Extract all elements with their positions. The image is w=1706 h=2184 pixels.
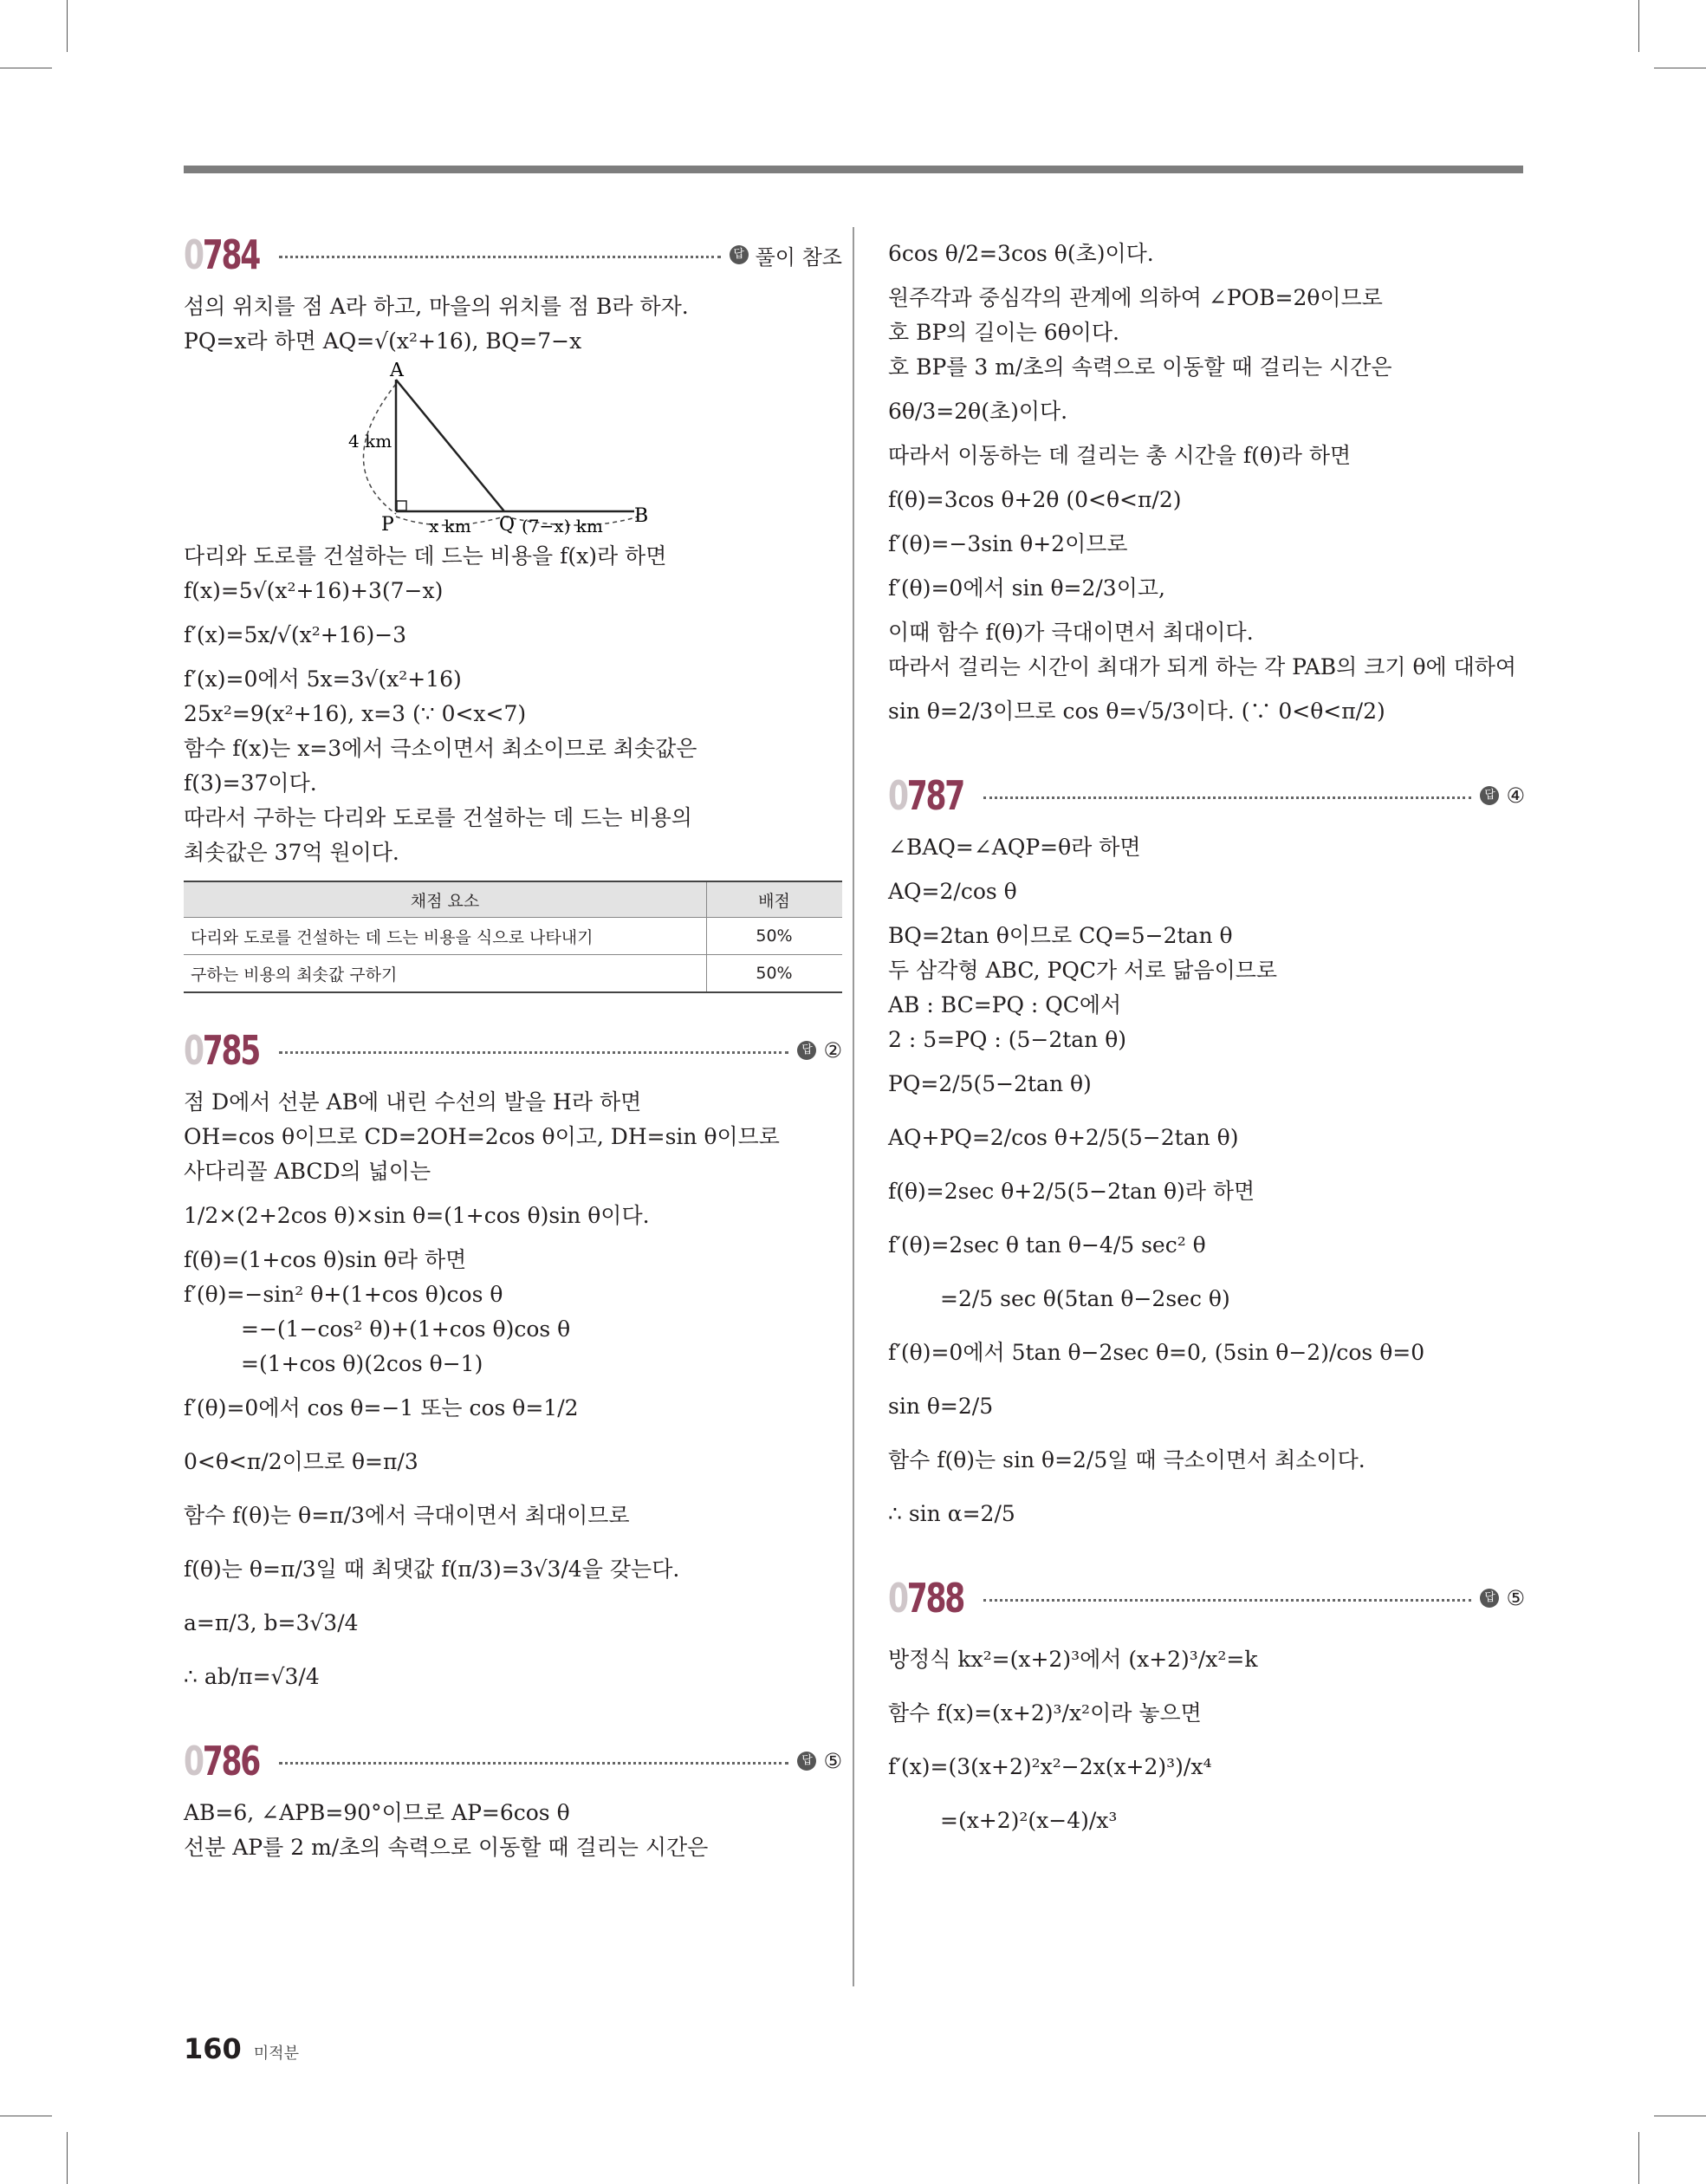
table-header-row — [184, 881, 842, 918]
problem-number-text: 0785 — [184, 1027, 260, 1074]
answer-text: ② — [823, 1038, 842, 1063]
solution-line: f′(x)=(3(x+2)²x²−2x(x+2)³)/x⁴ — [888, 1754, 1212, 1779]
right-column — [888, 227, 1525, 1848]
table-cell: 50% — [707, 918, 843, 955]
problem-number-text: 0786 — [184, 1738, 260, 1784]
solution-line: f(θ)=(1+cos θ)sin θ라 하면 — [184, 1247, 467, 1272]
answer-label — [797, 1749, 842, 1773]
problem-number — [184, 1738, 260, 1784]
solution-line: AB : BC=PQ : QC에서 — [888, 992, 1122, 1017]
crop-mark — [1638, 2132, 1639, 2184]
table-row — [184, 918, 842, 955]
problem-header-0787 — [888, 768, 1525, 823]
header-rule — [184, 166, 1523, 173]
solution-line: 따라서 걸리는 시간이 최대가 되게 하는 각 PAB의 크기 θ에 대하여 — [888, 654, 1517, 679]
answer-label — [730, 240, 842, 270]
solution-line: f(θ)=2sec θ+2/5(5−2tan θ)라 하면 — [888, 1179, 1255, 1204]
spacer — [184, 1704, 842, 1733]
solution-line: f′(θ)=−3sin θ+2이므로 — [888, 531, 1128, 556]
solution-line: f(3)=37이다. — [184, 770, 317, 796]
solution-line: AQ+PQ=2/cos θ+2/5(5−2tan θ) — [888, 1125, 1239, 1150]
solution-line: f′(θ)=−sin² θ+(1+cos θ)cos θ — [184, 1282, 503, 1307]
solution-line: PQ=2/5(5−2tan θ) — [888, 1071, 1092, 1096]
answer-label — [1480, 783, 1525, 808]
solution-line: f′(θ)=0에서 5tan θ−2sec θ=0, (5sin θ−2)/cos θ=0 — [888, 1340, 1425, 1365]
solution-line: 함수 f(θ)는 θ=π/3에서 극대이면서 최대이므로 — [184, 1503, 630, 1528]
problem-number-text: 0787 — [888, 772, 964, 819]
table-cell: 구하는 비용의 최솟값 구하기 — [184, 955, 707, 993]
solution-line: a=π/3, b=3√3/4 — [184, 1610, 359, 1635]
spacer — [888, 1541, 1525, 1570]
solution-line: 1/2×(2+2cos θ)×sin θ=(1+cos θ)sin θ이다. — [184, 1203, 650, 1228]
height-label: 4 km — [348, 431, 392, 452]
answer-badge-icon: 답 — [1480, 786, 1499, 805]
point-a-label: A — [390, 362, 404, 381]
solution-line: 두 삼각형 ABC, PQC가 서로 닮음이므로 — [888, 958, 1278, 983]
solution-line: OH=cos θ이므로 CD=2OH=2cos θ이고, DH=sin θ이므로 — [184, 1124, 780, 1149]
leader-dots — [983, 1599, 1471, 1602]
segment-aq — [396, 380, 504, 511]
solution-line: f′(θ)=0에서 cos θ=−1 또는 cos θ=1/2 — [184, 1395, 579, 1420]
solution-line: 점 D에서 선분 AB에 내린 수선의 발을 H라 하면 — [184, 1089, 642, 1115]
solution-line: 섬의 위치를 점 A라 하고, 마을의 위치를 점 B라 하자. — [184, 294, 689, 319]
solution-line: f(x)=5√(x²+16)+3(7−x) — [184, 578, 444, 603]
solution-line: AQ=2/cos θ — [888, 879, 1017, 904]
crop-mark — [67, 2132, 68, 2184]
table-header: 배점 — [707, 881, 843, 918]
solution-line: 사다리꼴 ABCD의 넓이는 — [184, 1159, 431, 1184]
solution-line: =(x+2)²(x−4)/x³ — [940, 1808, 1118, 1833]
answer-text: 풀이 참조 — [755, 244, 842, 270]
solution-line: f(θ)는 θ=π/3일 때 최댓값 f(π/3)=3√3/4을 갖는다. — [184, 1557, 680, 1582]
problem-header-0784 — [184, 227, 842, 283]
solution-line: 함수 f(θ)는 sin θ=2/5일 때 극소이면서 최소이다. — [888, 1447, 1365, 1472]
table-row — [184, 955, 842, 993]
answer-badge-icon: 답 — [1480, 1589, 1499, 1608]
scoring-table — [184, 881, 842, 993]
leader-dots — [983, 796, 1471, 799]
solution-line: 함수 f(x)는 x=3에서 극소이면서 최소이므로 최솟값은 — [184, 736, 697, 761]
table-cell: 50% — [707, 955, 843, 993]
solution-line: 다리와 도로를 건설하는 데 드는 비용을 f(x)라 하면 — [184, 543, 667, 569]
point-b-label: B — [634, 505, 649, 527]
triangle-diagram — [184, 362, 842, 536]
problem-header-0786 — [184, 1733, 842, 1789]
problem-header-0785 — [184, 1023, 842, 1078]
page-footer — [184, 2032, 299, 2065]
problem-number — [888, 772, 964, 819]
problem-header-0788 — [888, 1570, 1525, 1626]
answer-badge-icon: 답 — [797, 1752, 816, 1771]
answer-label — [1480, 1586, 1525, 1610]
column-divider — [853, 227, 854, 1986]
solution-line: f(θ)=3cos θ+2θ (0<θ<π/2) — [888, 487, 1182, 512]
qb-label: (7−x) km — [522, 516, 603, 536]
left-column — [184, 227, 842, 1865]
point-q-label: Q — [499, 514, 516, 536]
answer-text: ⑤ — [823, 1749, 842, 1773]
problem-number — [888, 1575, 964, 1622]
table-header: 채점 요소 — [184, 881, 707, 918]
solution-line: sin θ=2/3이므로 cos θ=√5/3이다. (∵ 0<θ<π/2) — [888, 699, 1385, 724]
solution-line: 따라서 이동하는 데 걸리는 총 시간을 f(θ)라 하면 — [888, 443, 1352, 468]
solution-line: 이때 함수 f(θ)가 극대이면서 최대이다. — [888, 620, 1254, 645]
leader-dots — [279, 1762, 788, 1765]
solution-line: 2 : 5=PQ : (5−2tan θ) — [888, 1027, 1127, 1052]
right-angle-mark — [397, 501, 406, 510]
answer-badge-icon: 답 — [797, 1041, 816, 1060]
solution-line: 함수 f(x)=(x+2)³/x²이라 놓으면 — [888, 1700, 1202, 1726]
solution-line: 선분 AP를 2 m/초의 속력으로 이동할 때 걸리는 시간은 — [184, 1835, 709, 1860]
solution-line: 6cos θ/2=3cos θ(초)이다. — [888, 241, 1154, 266]
point-p-label: P — [381, 514, 394, 536]
solution-line: ∴ ab/π=√3/4 — [184, 1664, 320, 1689]
leader-dots — [279, 1051, 788, 1054]
spacer — [888, 738, 1525, 768]
solution-line: PQ=x라 하면 AQ=√(x²+16), BQ=7−x — [184, 328, 582, 354]
problem-number — [184, 1027, 260, 1074]
solution-line: =−(1−cos² θ)+(1+cos θ)cos θ — [241, 1316, 571, 1342]
solution-line: f′(x)=0에서 5x=3√(x²+16) — [184, 666, 462, 692]
solution-line: 최솟값은 37억 원이다. — [184, 840, 399, 865]
crop-mark — [1638, 0, 1639, 52]
solution-line: sin θ=2/5 — [888, 1394, 994, 1419]
leader-dots — [279, 256, 721, 258]
solution-line: =2/5 sec θ(5tan θ−2sec θ) — [940, 1286, 1230, 1311]
subject-label: 미적분 — [253, 2044, 299, 2063]
answer-text: ⑤ — [1506, 1586, 1525, 1610]
solution-line: 호 BP의 길이는 6θ이다. — [888, 320, 1119, 345]
solution-line: f′(x)=5x/√(x²+16)−3 — [184, 622, 407, 647]
solution-line: 따라서 구하는 다리와 도로를 건설하는 데 드는 비용의 — [184, 805, 692, 830]
pq-label: x km — [429, 516, 471, 536]
page-number: 160 — [184, 2032, 242, 2065]
solution-line: BQ=2tan θ이므로 CQ=5−2tan θ — [888, 923, 1233, 948]
solution-line: AB=6, ∠APB=90°이므로 AP=6cos θ — [184, 1800, 570, 1825]
answer-label — [797, 1038, 842, 1063]
answer-text: ④ — [1506, 783, 1525, 808]
solution-line: 25x²=9(x²+16), x=3 (∵ 0<x<7) — [184, 701, 527, 726]
crop-mark — [67, 0, 68, 52]
answer-badge-icon: 답 — [730, 245, 749, 264]
triangle-figure — [184, 362, 842, 536]
solution-line: ∠BAQ=∠AQP=θ라 하면 — [888, 835, 1141, 860]
problem-number — [184, 231, 260, 278]
solution-line: ∴ sin α=2/5 — [888, 1501, 1015, 1526]
solution-line: 6θ/3=2θ(초)이다. — [888, 399, 1068, 424]
table-cell: 다리와 도로를 건설하는 데 드는 비용을 식으로 나타내기 — [184, 918, 707, 955]
solution-line: 0<θ<π/2이므로 θ=π/3 — [184, 1449, 418, 1474]
spacer — [184, 993, 842, 1023]
solution-line: f′(θ)=0에서 sin θ=2/3이고, — [888, 575, 1165, 601]
problem-number-text: 0784 — [184, 231, 260, 278]
solution-line: 방정식 kx²=(x+2)³에서 (x+2)³/x²=k — [888, 1647, 1258, 1672]
solution-line: 원주각과 중심각의 관계에 의하여 ∠POB=2θ이므로 — [888, 285, 1383, 310]
solution-line: =(1+cos θ)(2cos θ−1) — [241, 1351, 483, 1376]
problem-number-text: 0788 — [888, 1575, 964, 1622]
solution-line: 호 BP를 3 m/초의 속력으로 이동할 때 걸리는 시간은 — [888, 354, 1392, 380]
solution-line: f′(θ)=2sec θ tan θ−4/5 sec² θ — [888, 1232, 1206, 1258]
